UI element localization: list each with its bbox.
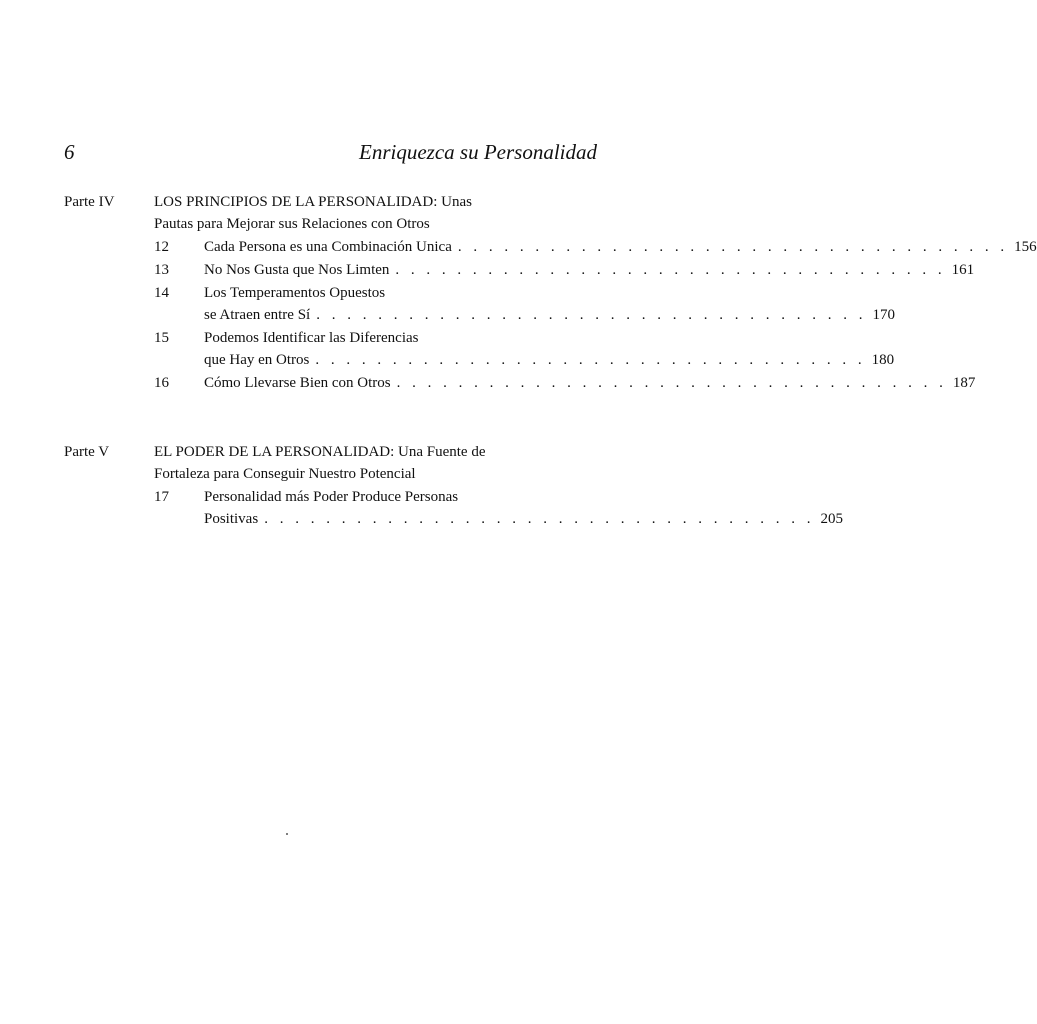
chapter-title-continued: que Hay en Otros — [204, 352, 310, 368]
chapter-title: No Nos Gusta que Nos Limten — [204, 262, 390, 278]
chapter-number: 12 — [154, 239, 169, 255]
chapter-title: Cómo Llevarse Bien con Otros — [204, 375, 391, 391]
chapter-title: Cada Persona es una Combinación Unica — [204, 239, 452, 255]
chapter-number: 13 — [154, 262, 169, 278]
toc-entry-12[interactable] — [154, 236, 1037, 258]
toc-entry-16[interactable] — [154, 372, 976, 394]
print-speck — [286, 833, 288, 835]
part-title-line: LOS PRINCIPIOS DE LA PERSONALIDAD: Unas — [154, 194, 472, 210]
chapter-page: 170 — [872, 307, 895, 323]
part-title-line: Pautas para Mejorar sus Relaciones con Otros — [154, 216, 430, 232]
toc-entry-14[interactable] — [154, 282, 895, 326]
dot-leader: . . . . . . . . . . . . . . . . . . . . . . . . . . . . . . . . . . . . — [395, 262, 946, 278]
chapter-title: Personalidad más Poder Produce Personas — [204, 489, 459, 505]
dot-leader: . . . . . . . . . . . . . . . . . . . . . . . . . . . . . . . . . . . . — [315, 352, 866, 368]
part-title-line: EL PODER DE LA PERSONALIDAD: Una Fuente de — [154, 444, 486, 460]
part-title — [154, 191, 597, 235]
chapter-title-continued: Positivas — [204, 511, 259, 527]
chapter-page: 180 — [871, 352, 895, 368]
toc-part-iv — [64, 191, 1037, 394]
toc-entry-15[interactable] — [154, 327, 895, 371]
dot-leader: . . . . . . . . . . . . . . . . . . . . . . . . . . . . . . . . . . . . — [316, 307, 867, 323]
toc-entry-13[interactable] — [154, 259, 975, 281]
chapter-title: Los Temperamentos Opuestos — [204, 285, 386, 301]
part-label: Parte V — [64, 444, 110, 460]
page-number: 6 — [64, 140, 75, 164]
chapter-number: 14 — [154, 285, 169, 301]
part-body — [154, 441, 843, 530]
toc-part-v — [64, 441, 843, 530]
toc-entry-17[interactable] — [154, 486, 843, 530]
chapter-page: 187 — [952, 375, 976, 391]
part-title — [154, 441, 597, 485]
chapter-page: 161 — [951, 262, 975, 278]
chapter-number: 15 — [154, 330, 169, 346]
dot-leader: . . . . . . . . . . . . . . . . . . . . . . . . . . . . . . . . . . . . — [264, 511, 815, 527]
part-body — [154, 191, 1037, 394]
chapter-number: 17 — [154, 489, 169, 505]
part-title-line: Fortaleza para Conseguir Nuestro Potencial — [154, 466, 416, 482]
chapter-title-continued: se Atraen entre Sí — [204, 307, 311, 323]
dot-leader: . . . . . . . . . . . . . . . . . . . . . . . . . . . . . . . . . . . . — [396, 375, 947, 391]
running-title: Enriquezca su Personalidad — [359, 140, 597, 164]
chapter-page: 205 — [820, 511, 843, 527]
dot-leader: . . . . . . . . . . . . . . . . . . . . . . . . . . . . . . . . . . . . — [457, 239, 1009, 255]
chapter-number: 16 — [154, 375, 169, 391]
chapter-title: Podemos Identificar las Diferencias — [204, 330, 419, 346]
chapter-page: 156 — [1014, 239, 1037, 255]
part-label: Parte IV — [64, 194, 115, 210]
